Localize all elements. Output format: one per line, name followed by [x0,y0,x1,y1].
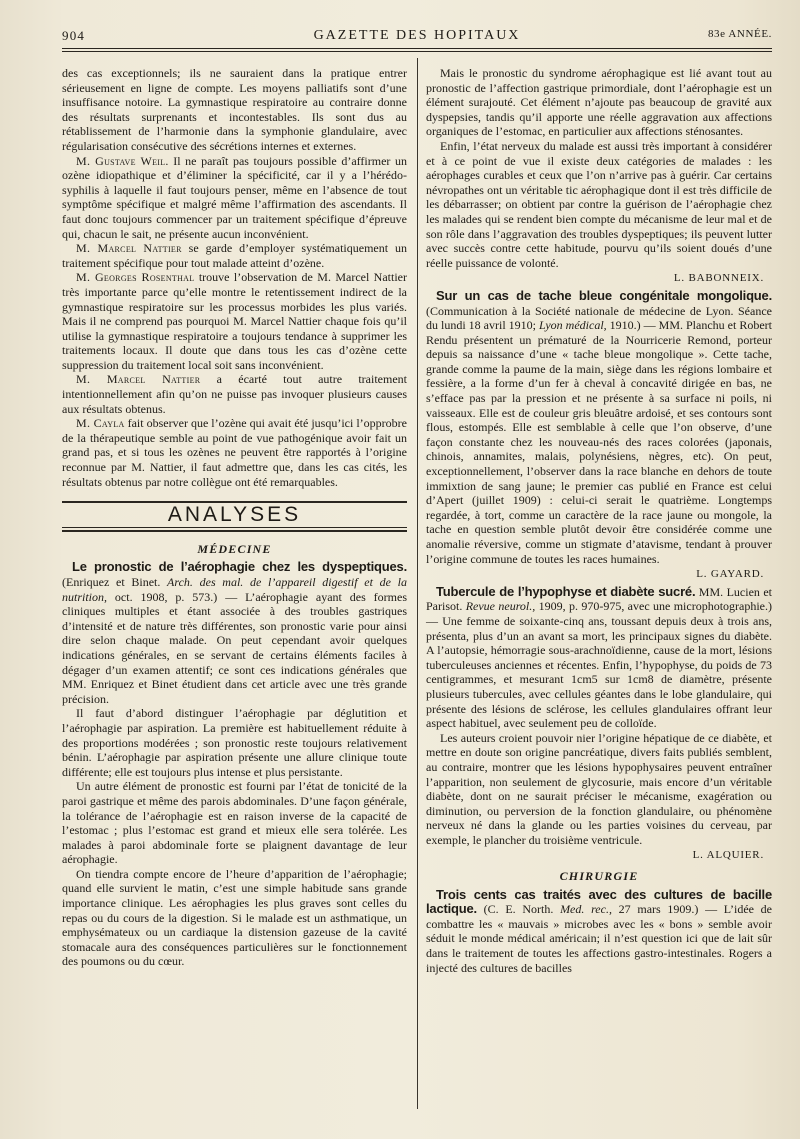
article-text: 1910.) — MM. Planchu et Robert Rendu présentent un prématuré de la Nourricerie Remond, porteur depuis sa naissance d’une « tache bleue mongolique ». Cette tache, grande comme la paume de la main, siège dans les régions lombaire et fessière, a la forme d’un fer à cheval à concavité dirigée en bas, ne s’efface pas par la pression et ne présente à sa surface ni poils, ni vaisseaux. Elle est de couleur gris bleuâtre ardoisé, et ses contours sont flous, estompés. Elle est semblable à celle que l’on observe, d’une façon constante chez les nouveau-nés des races colorées (japonais, chinois, annamites, malais, polynésiens, nègres, etc). On peut, exceptionnellement, l’observer dans la race blanche en dehors de toute immixtion de sang jaune; le premier cas publié en France est celui d’Apert (juillet 1909) : celui-ci serait le quatrième. Longtemps regardée, à tort, comme un caractère de la race jaune ou mongole, la tache en question semble plutôt devoir être considérée comme une anomalie réversive, comme un stigmate d’atavisme, tendant à prouver l’origine commune de toutes les races humaines. [426,318,772,566]
article-intro [426,585,772,731]
article-journal: Lyon médical, [539,318,607,333]
section-header [62,501,407,532]
author-signature: L. BABONNEIX. [673,272,764,285]
paragraph: des cas exceptionnels; ils ne sauraient dans la pratique entrer sérieusement en ligne de compte. Les moyens palliatifs sont d’une insuffisance notoire. La gymnastique respiratoire au contraire donne des résultats surprenants et incontestables. Ils sont dus au rétablissement de l’harmonie dans la symphonie glandulaire, avec régularisation consécutive des sécrétions internes et externes. [62,66,407,153]
paragraph-text: a écarté tout autre traitement intentionnellement afin qu’on ne puisse pas invoquer plusieurs causes aux résultats obtenus. [62,372,407,416]
subsection-title: MÉDECINE [197,541,272,556]
article-journal: Arch. des mal. de l’appareil digestif et de la nutrition, [62,575,407,604]
left-column [62,66,407,969]
article-title: Le pronostic de l’aérophagie chez les dyspeptiques. [72,559,407,575]
header-rule-thin [62,51,772,52]
paragraph-text: se garde d’employer systématiquement un traitement spécifique pour tout malade atteint d’ozène. [62,241,407,270]
paragraph [62,416,407,489]
paragraph-text: trouve l’observation de M. Marcel Nattier très importante parce qu’elle montre le retentissement indirect de la gymnastique respiratoire sur les processus morbides les plus variés. Mais il ne comprend pas pourquoi M. Marcel Nattier chaque fois qu’il utilise la gymnastique respiratoire a toujours tendance à supprimer les traitements locaux. Il doute que dans tous les cas d’ozène cette suppression du traitement local soit sans inconvénient. [62,270,407,372]
paragraph [62,372,407,416]
speaker-name: M. Gustave Weil. [76,153,169,168]
article-intro [426,289,772,566]
article-text: oct. 1908, p. 573.) — L’aérophagie ayant des formes cliniques multiples et étant associée à des troubles gastriques d’intensité et de nature très différentes, son pronostic varie pour ainsi dire selon chaque malade. On peut cependant avoir quelques indications générales, en se servant de certains éléments faciles à dégager d’un examen attentif; ce sont ces indications générales que MM. Enriquez et Binet étudient dans cet article avec une très grande précision. [62,589,407,706]
header-rule [62,48,772,49]
article-journal: Med. rec., [560,902,612,917]
speaker-name: M. Marcel Nattier [76,372,201,387]
article-intro [426,888,772,976]
right-column [426,66,772,975]
paragraph [62,241,407,270]
article-ref: (Communication à la Société nationale de médecine de Lyon. Séance du lundi 18 avril 1910; [426,303,772,333]
speaker-name: M. Marcel Nattier [76,241,182,256]
volume-year: 83e ANNÉE. [707,28,772,40]
article-text: 27 mars 1909.) — L’idée de combattre les « mauvais » microbes avec les « bons » semble avoir séduit le monde médical américain; il n’est question ici que de lait sûr dans le traitement de toutes les affections gastro-intestinales. Rogers a injecté des cultures de bacilles [426,902,773,975]
subsection-title: CHIRURGIE [559,869,639,884]
author-signature: L. GAYARD. [696,568,764,581]
paragraph: On tiendra compte encore de l’heure d’apparition de l’aérophagie; quand elle survient le matin, c’est une simple habitude sans grande importance clinique. Les aérophagies les plus graves sont celles du repas ou du cours de la digestion. Si le malade est un asthmatique, un emphysémateux ou un cardiaque la distension gazeuse de la cavité stomacale aura des conséquences particulières sur le fonctionnement des poumons ou du cœur. [62,866,407,969]
article-ref: MM. Lucien et Parisot. [426,584,772,614]
article-title: Tubercule de l’hypophyse et diabète sucré. [436,583,696,599]
column-divider [417,58,418,1109]
article-title: Sur un cas de tache bleue congénitale mongolique. [436,287,772,303]
article-ref: (Enriquez et Binet. [62,575,168,589]
paragraph: Les auteurs croient pouvoir nier l’origine hépatique de ce diabète, et mettre en doute son origine pancréatique, divers faits publiés semblent, au contraire, montrer que les lésions hypophysaires peuvent entraîner l’apparition, non seulement de glycosurie, mais encore d’un véritable diabète, dont on ne saurait préciser le mécanisme, exagération ou diminution, ou perversion de la fonction glandulaire, ou phénomène nerveux né dans la glande ou les parties voisines du cerveau, par exemple, le plancher du troisième ventricule. [426,730,772,847]
paragraph: Enfin, l’état nerveux du malade est aussi très important à considérer et à ce point de vue il existe deux catégories de malades : les aérophages curables et ceux que l’on n’arrive pas à guérir. Car certains névropathes ont un véritable tic aérophagique dont il est très difficile de les débarrasser; on obtient par contre la guérison de l’aérophagie chez les malades qui se rendent bien compte du mécanisme de leur mal et de son rôle dans l’aggravation des troubles dyspeptiques; ils peuvent lutter avec succès contre cette habitude, pourvu qu’ils soient doués d’une réelle puissance de volonté. [426,138,772,270]
paragraph: Il faut d’abord distinguer l’aérophagie par déglutition et l’aérophagie par aspiration. La première est habituellement réduite à des proportions modérées ; son pronostic reste toujours relativement bénin. L’aérophagie par aspiration présente une allure clinique toute différente; elle est toujours plus intense et plus persistante. [62,706,407,779]
paragraph [62,270,407,372]
article-text: 1909, p. 970-975, avec une microphotographie.)— Une femme de soixante-cinq ans, toussant depuis deux à trois ans, présenta, plus d’un an avant sa mort, les principaux signes du diabète. A l’autopsie, hémorragie sous-arachnoïdienne, cause de la mort, lésions tuberculeuses anciennes et récentes. Enfin, l’hypophyse, du poids de 73 centigrammes, et mesurant 1cm5 sur 1cm8 de diamètre, présente plusieurs tubercules, avec cellules géantes dans le lobe glandulaire, qui présente des lésions de sclérose, les cellules glandulaires offrant leur aspect habituel, avec seulement peu de colloïde. [426,599,773,731]
article-title: Trois cents cas traités avec des cultures de bacille lactique. [426,886,772,917]
paragraph: Un autre élément de pronostic est fourni par l’état de tonicité de la paroi gastrique et même des parois abdominales. D’une façon générale, la tolérance de l’aérophagie est en raison inverse de la capacité de l’estomac ; plus l’estomac est grand et mieux elle sera tolérée. Les malades à paroi abdominale forte se plaignent davantage de leur aérophagie. [62,779,407,867]
speaker-name: M. Georges Rosenthal [76,270,195,285]
running-header [62,22,772,46]
paragraph-text: Il ne paraît pas toujours possible d’affirmer un ozène idiopathique et d’éliminer la spécificité, car il y a l’hérédo-syphilis à laquelle il faut toujours penser, même en l’absence de tout symptôme spécifique et malgré même l’affirmation des ascendants. Il faut donc toujours commencer par un traitement spécifique d’épreuve qui, chacun le sait, ne présente aucun inconvénient. [62,153,407,241]
paragraph: Mais le pronostic du syndrome aérophagique est lié avant tout au pronostic de l’affection gastrique primordiale, dont l’aérophagie est un élément surajouté. Cet élément n’ajoute pas beaucoup de gravité aux dyspepsies, tandis qu’il apporte une réelle aggravation aux affections organiques de l’estomac, en particulier aux affections sténosantes. [426,66,772,139]
author-signature: L. ALQUIER. [692,849,764,862]
section-rule [62,530,407,532]
section-title: ANALYSES [167,503,302,527]
paragraph [62,154,407,242]
speaker-name: M. Cayla [76,416,125,431]
page-number: 904 [62,28,86,43]
section-rule [62,527,407,528]
article-ref: (C. E. North. [476,902,561,917]
journal-title: GAZETTE DES HOPITAUX [313,28,521,43]
article-intro [62,560,407,706]
article-journal: Revue neurol., [465,599,536,614]
paragraph-text: fait observer que l’ozène qui avait été jusqu’ici l’opprobre de la thérapeutique semble au point de vue pathogénique avoir fait un grand pas, et si tous les ozènes ne peuvent être rapportés à l’origine reconnue par M. Nattier, il faut admettre que, dans les cas cités, les résultats obtenus par notre collègue ont été remarquables. [62,416,407,489]
